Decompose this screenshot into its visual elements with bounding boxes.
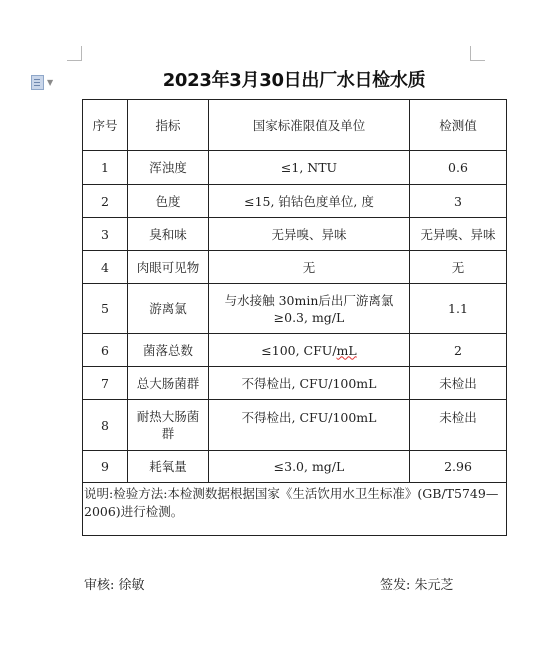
cell-value: 无异嗅、异味 xyxy=(410,218,507,251)
water-quality-table xyxy=(82,99,507,536)
cell-limit: ≤15, 铂钴色度单位, 度 xyxy=(209,185,410,218)
chevron-down-icon: ▼ xyxy=(47,77,54,87)
document-icon xyxy=(31,75,44,90)
table-row xyxy=(83,218,507,251)
cell-indicator: 肉眼可见物 xyxy=(128,251,209,284)
cell-serial: 5 xyxy=(83,284,128,334)
cell-value: 未检出 xyxy=(410,367,507,400)
cell-serial: 6 xyxy=(83,334,128,367)
cell-indicator: 菌落总数 xyxy=(128,334,209,367)
cell-indicator: 色度 xyxy=(128,185,209,218)
cell-value: 1.1 xyxy=(410,284,507,334)
cell-serial: 7 xyxy=(83,367,128,400)
table-note-row xyxy=(83,483,507,536)
cell-indicator: 耐热大肠菌群 xyxy=(128,400,209,451)
cell-indicator: 耗氧量 xyxy=(128,451,209,483)
cell-limit: 不得检出, CFU/100mL xyxy=(209,367,410,400)
cell-serial: 9 xyxy=(83,451,128,483)
crop-mark-top-right xyxy=(470,46,485,61)
limit-unit-text: mL xyxy=(336,342,357,358)
table-row xyxy=(83,284,507,334)
document-menu-icon[interactable] xyxy=(31,74,61,90)
reviewer-signature: 审核: 徐敏 xyxy=(84,578,145,593)
cell-limit: 不得检出, CFU/100mL xyxy=(209,400,410,451)
crop-mark-top-left xyxy=(67,46,82,61)
cell-limit: 与水接触 30min后出厂游离氯≥0.3, mg/L xyxy=(209,284,410,334)
page-title: 2023年3月30日出厂水日检水质 xyxy=(162,70,426,91)
cell-limit: 无 xyxy=(209,251,410,284)
cell-serial: 4 xyxy=(83,251,128,284)
table-header-row xyxy=(83,100,507,151)
limit-text: ≤100, CFU/ xyxy=(261,342,337,358)
cell-limit: ≤3.0, mg/L xyxy=(209,451,410,483)
cell-value: 0.6 xyxy=(410,151,507,185)
header-serial: 序号 xyxy=(83,100,128,151)
table-row xyxy=(83,400,507,451)
cell-limit: ≤1, NTU xyxy=(209,151,410,185)
cell-serial: 2 xyxy=(83,185,128,218)
cell-value: 2.96 xyxy=(410,451,507,483)
cell-indicator: 总大肠菌群 xyxy=(128,367,209,400)
cell-limit: 无异嗅、异味 xyxy=(209,218,410,251)
cell-serial: 8 xyxy=(83,400,128,451)
table-row xyxy=(83,367,507,400)
cell-indicator: 游离氯 xyxy=(128,284,209,334)
cell-value: 3 xyxy=(410,185,507,218)
table-row xyxy=(83,251,507,284)
cell-indicator: 臭和味 xyxy=(128,218,209,251)
header-standard-limit: 国家标准限值及单位 xyxy=(209,100,410,151)
cell-serial: 3 xyxy=(83,218,128,251)
cell-value: 未检出 xyxy=(410,400,507,451)
header-indicator: 指标 xyxy=(128,100,209,151)
table-row xyxy=(83,451,507,483)
test-method-note: 说明:检验方法:本检测数据根据国家《生活饮用水卫生标准》(GB/T5749—2006)进行检测。 xyxy=(83,483,507,536)
table-row xyxy=(83,151,507,185)
header-measured-value: 检测值 xyxy=(410,100,507,151)
cell-limit xyxy=(209,334,410,367)
table-row xyxy=(83,334,507,367)
cell-value: 2 xyxy=(410,334,507,367)
table-row xyxy=(83,185,507,218)
cell-serial: 1 xyxy=(83,151,128,185)
cell-value: 无 xyxy=(410,251,507,284)
issuer-signature: 签发: 朱元芝 xyxy=(380,578,454,593)
cell-indicator: 浑浊度 xyxy=(128,151,209,185)
